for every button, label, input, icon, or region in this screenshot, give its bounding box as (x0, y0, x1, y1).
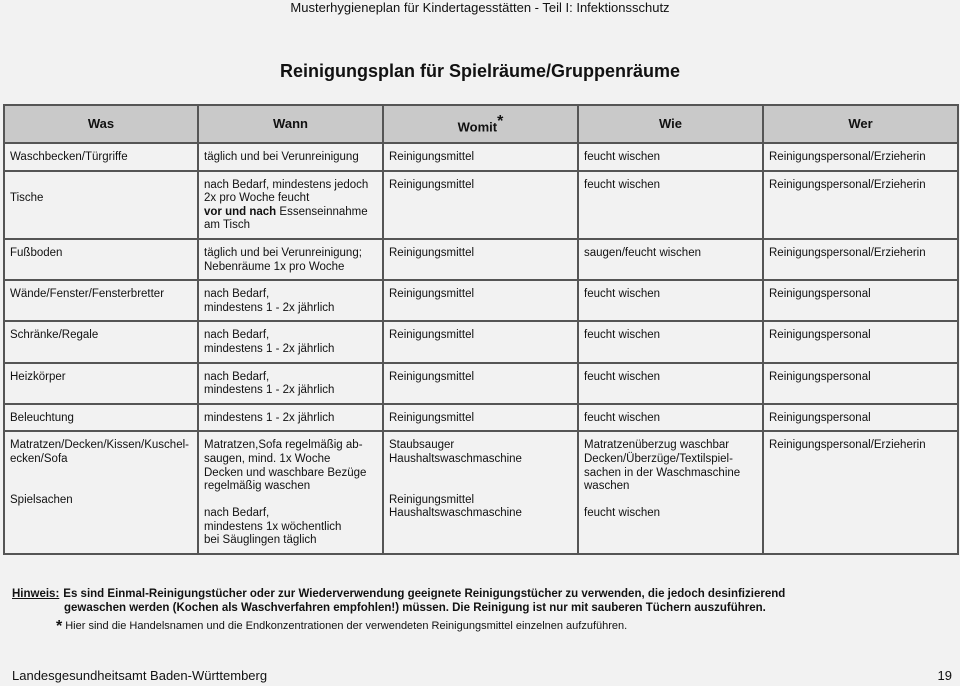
cell-line (10, 179, 193, 193)
cell-line: 2x pro Woche feucht (204, 192, 310, 205)
hint-label: Hinweis: (12, 588, 60, 600)
cell-line: feucht wischen (584, 411, 661, 424)
cell-wer (763, 143, 958, 171)
cell-wer (763, 280, 958, 321)
cell-line: sachen in der Waschmaschine (584, 466, 741, 479)
cell-line: waschen (584, 480, 630, 493)
cell-line: Heizkörper (10, 370, 66, 383)
cell-line: Matratzen/Decken/Kissen/Kuschel- (10, 439, 189, 452)
cell-line: Fußboden (10, 246, 63, 259)
cell-line: Reinigungspersonal (769, 411, 871, 424)
cleaning-plan-table (3, 104, 959, 555)
cell-wie (578, 239, 763, 280)
table-row (4, 404, 958, 432)
cell-line (10, 480, 193, 494)
table-row (4, 431, 958, 554)
hint-line: gewaschen werden (Kochen als Waschverfahren empfohlen!) müssen. Die Reinigung ist nur mit sauberen Tüchern auszuführen. (64, 602, 766, 614)
cell-line: Reinigungsmittel (389, 329, 475, 342)
cell-wann (198, 239, 383, 280)
cell-wer (763, 171, 958, 239)
cell-line: täglich und bei Verunreinigung; (204, 246, 362, 259)
cell-line: Reinigungsmittel (389, 246, 475, 259)
cell-line: nach Bedarf, (204, 370, 270, 383)
cell-line: saugen/feucht wischen (584, 246, 701, 259)
cell-line: regelmäßig waschen (204, 480, 311, 493)
cell-wie (578, 404, 763, 432)
cell-wie (578, 171, 763, 239)
cell-womit (383, 239, 578, 280)
cell-wie (578, 143, 763, 171)
cell-line: Reinigungsmittel (389, 178, 475, 191)
cell-wann (198, 404, 383, 432)
cell-was (4, 321, 198, 362)
document-header: Musterhygieneplan für Kindertagesstätten - Teil I: Infektionsschutz (290, 0, 670, 15)
cell-line: Staubsauger (389, 439, 455, 452)
footnote-star: * (497, 112, 504, 130)
cell-line: Reinigungspersonal (769, 329, 871, 342)
cell-line (584, 494, 758, 508)
cell-was (4, 404, 198, 432)
cell-line: Matratzen,Sofa regelmäßig ab- (204, 439, 363, 452)
cell-line: Reinigungsmittel (389, 493, 475, 506)
cell-womit (383, 321, 578, 362)
cell-line (10, 467, 193, 481)
cell-line: Beleuchtung (10, 411, 74, 424)
cell-wie (578, 363, 763, 404)
cell-was (4, 363, 198, 404)
table-row (4, 239, 958, 280)
cell-wie (578, 280, 763, 321)
cell-womit (383, 143, 578, 171)
cell-line: Reinigungspersonal (769, 288, 871, 301)
cell-line: Reinigungspersonal/Erzieherin (769, 439, 926, 452)
page-title: Reinigungsplan für Spielräume/Gruppenräume (279, 61, 681, 81)
cell-womit (383, 280, 578, 321)
footer-organization: Landesgesundheitsamt Baden-Württemberg (12, 668, 268, 683)
cell-wie (578, 431, 763, 554)
column-header-wie: Wie (578, 105, 763, 143)
cell-line: Wände/Fenster/Fensterbretter (10, 288, 165, 301)
column-header-womit (383, 105, 578, 143)
cell-was (4, 171, 198, 239)
hint-line: Es sind Einmal-Reinigungstücher oder zur Wiederverwendung geeignete Reinigungstücher zu verwenden, die jedoch desinfizierend (63, 588, 786, 600)
cell-wann (198, 363, 383, 404)
table-row (4, 143, 958, 171)
cell-line: saugen, mind. 1x Woche (204, 452, 331, 465)
cell-line: Decken/Überzüge/Textilspiel- (584, 452, 733, 465)
cell-line (204, 206, 378, 220)
cell-wer (763, 321, 958, 362)
column-header-womit-label: Womit (457, 118, 498, 134)
cell-line: Spielsachen (10, 493, 73, 506)
cell-line: Haushaltswaschmaschine (389, 452, 522, 465)
cell-line: mindestens 1 - 2x jährlich (204, 384, 335, 397)
cell-line: feucht wischen (584, 151, 661, 163)
cell-line (389, 467, 573, 481)
cell-was (4, 143, 198, 171)
cell-line: Matratzenüberzug waschbar (584, 439, 730, 452)
cell-line (389, 480, 573, 494)
text: Essenseinnahme (279, 205, 368, 218)
cell-line: am Tisch (204, 219, 251, 232)
cell-line: nach Bedarf, (204, 288, 270, 301)
cell-line: feucht wischen (584, 288, 661, 301)
cell-wann (198, 280, 383, 321)
cell-line: feucht wischen (584, 370, 661, 383)
cell-womit (383, 171, 578, 239)
cell-line: ecken/Sofa (10, 452, 68, 465)
cell-wer (763, 239, 958, 280)
cell-wer (763, 431, 958, 554)
hint-note (12, 587, 785, 615)
table-row (4, 280, 958, 321)
column-header-wer: Wer (763, 105, 958, 143)
cell-line: nach Bedarf, mindestens jedoch (204, 178, 369, 191)
cell-line: nach Bedarf, (204, 329, 270, 342)
cell-wer (763, 404, 958, 432)
cell-line: Reinigungspersonal/Erzieherin (769, 178, 926, 191)
cell-wer (763, 363, 958, 404)
bold-text: vor und nach (204, 205, 277, 218)
cell-womit (383, 363, 578, 404)
column-header-wann: Wann (198, 105, 383, 143)
footnote (56, 618, 627, 636)
cell-line: Tische (10, 192, 44, 205)
cell-wann (198, 143, 383, 171)
cell-line: Reinigungspersonal/Erzieherin (769, 151, 926, 163)
cell-wie (578, 321, 763, 362)
cell-wann (198, 171, 383, 239)
cell-line (204, 494, 378, 508)
cell-line: Schränke/Regale (10, 329, 99, 342)
table-row (4, 363, 958, 404)
cell-line: feucht wischen (584, 507, 661, 520)
cell-line: mindestens 1x wöchentlich (204, 520, 342, 533)
cell-line: Reinigungsmittel (389, 151, 475, 163)
table-row (4, 321, 958, 362)
cell-line: Reinigungsmittel (389, 411, 475, 424)
footnote-text: Hier sind die Handelsnamen und die Endkonzentrationen der verwendeten Reinigungsmittel einzelnen aufzuführen. (65, 620, 628, 632)
cell-line: Nebenräume 1x pro Woche (204, 260, 345, 273)
footnote-star: * (56, 618, 63, 635)
cell-line: täglich und bei Verunreinigung (204, 151, 359, 163)
cell-was (4, 431, 198, 554)
cell-line: Decken und waschbare Bezüge (204, 466, 367, 479)
cell-line: Reinigungspersonal (769, 370, 871, 383)
cell-line: nach Bedarf, (204, 507, 270, 520)
column-header-was: Was (4, 105, 198, 143)
cell-line: mindestens 1 - 2x jährlich (204, 411, 335, 424)
cell-line: feucht wischen (584, 329, 661, 342)
cell-line: Haushaltswaschmaschine (389, 507, 522, 520)
cell-line: Reinigungsmittel (389, 370, 475, 383)
page-number: 19 (937, 668, 952, 683)
cell-line: bei Säuglingen täglich (204, 534, 317, 547)
table-row (4, 171, 958, 239)
cell-line: mindestens 1 - 2x jährlich (204, 301, 335, 314)
cell-line: Waschbecken/Türgriffe (10, 151, 128, 163)
cell-wann (198, 321, 383, 362)
cell-was (4, 239, 198, 280)
cell-womit (383, 431, 578, 554)
cell-line: Reinigungspersonal/Erzieherin (769, 246, 926, 259)
cell-womit (383, 404, 578, 432)
cell-line: Reinigungsmittel (389, 288, 475, 301)
cell-was (4, 280, 198, 321)
cell-line: feucht wischen (584, 178, 661, 191)
cell-wann (198, 431, 383, 554)
cell-line: mindestens 1 - 2x jährlich (204, 342, 335, 355)
